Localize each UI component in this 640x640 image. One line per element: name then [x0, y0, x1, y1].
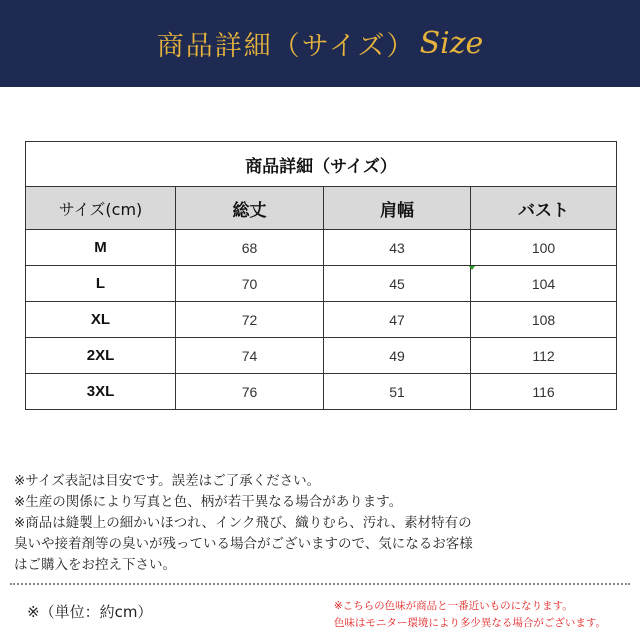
bust-cell: 108: [471, 302, 617, 338]
length-cell: 74: [176, 338, 324, 374]
bust-cell: 112: [471, 338, 617, 374]
dotted-divider: [10, 583, 630, 585]
bust-cell: 104: [471, 266, 617, 302]
banner-script-text: Size: [419, 26, 484, 61]
column-header-size: サイズ(cm): [26, 187, 176, 230]
notes-block: [14, 471, 634, 576]
length-cell: 76: [176, 374, 324, 410]
table-header-row: [26, 187, 617, 230]
unit-label: ※（単位：約cm）: [27, 603, 153, 621]
note-line: はご購入をお控え下さい。: [14, 557, 176, 573]
shoulder-cell: 51: [324, 374, 471, 410]
table-row: [26, 338, 617, 374]
table-row: [26, 374, 617, 410]
column-header-shoulder: 肩幅: [324, 187, 471, 230]
note-line: 臭いや接着剤等の臭いが残っている場合がございますので、気になるお客様: [14, 536, 473, 552]
color-note-line: ※こちらの色味が商品と一番近いものになります。: [333, 600, 573, 612]
length-cell: 70: [176, 266, 324, 302]
table-row: [26, 230, 617, 266]
note-line: ※生産の関係により写真と色、柄が若干異なる場合があります。: [14, 494, 403, 510]
shoulder-cell: 47: [324, 302, 471, 338]
shoulder-cell: 43: [324, 230, 471, 266]
banner-title: 商品詳細（サイズ）: [156, 31, 416, 62]
size-cell: L: [26, 266, 176, 302]
size-cell: 3XL: [26, 374, 176, 410]
size-table: [25, 141, 617, 410]
shoulder-cell: 49: [324, 338, 471, 374]
color-disclaimer: [334, 598, 606, 632]
shoulder-cell: 45: [324, 266, 471, 302]
column-header-length: 総丈: [176, 187, 324, 230]
table-row: [26, 302, 617, 338]
title-banner: [0, 0, 640, 87]
note-line: ※サイズ表記は目安です。誤差はご了承ください。: [14, 473, 321, 489]
bust-cell: 100: [471, 230, 617, 266]
green-marker-shape: [469, 266, 475, 270]
note-line: ※商品は縫製上の細かいほつれ、インク飛び、織りむら、汚れ、素材特有の: [14, 515, 472, 531]
length-cell: 72: [176, 302, 324, 338]
bust-cell: 116: [471, 374, 617, 410]
color-note-line: 色味はモニター環境により多少異なる場合がございます。: [333, 617, 606, 629]
size-cell: XL: [26, 302, 176, 338]
column-header-bust: バスト: [471, 187, 617, 230]
size-cell: M: [26, 230, 176, 266]
length-cell: 68: [176, 230, 324, 266]
table-title: 商品詳細（サイズ）: [26, 142, 617, 187]
size-cell: 2XL: [26, 338, 176, 374]
table-row: [26, 266, 617, 302]
